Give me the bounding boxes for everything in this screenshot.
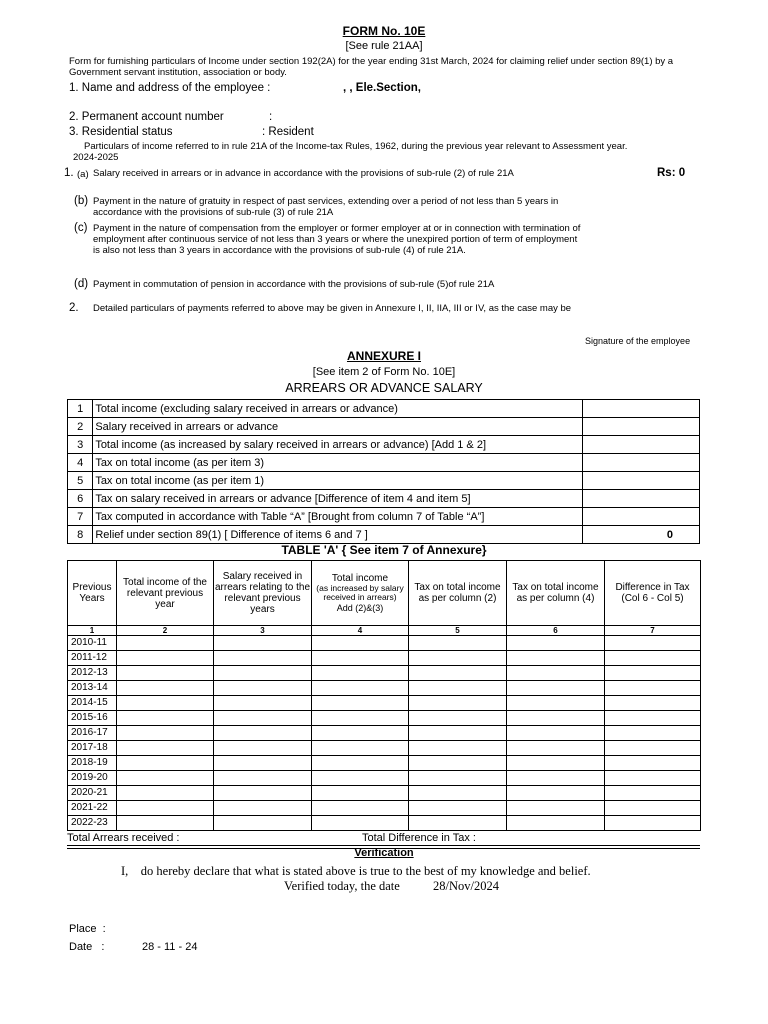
table-cell	[605, 771, 701, 786]
table-cell	[409, 726, 507, 741]
annexure-row-description: Salary received in arrears or advance	[93, 418, 583, 436]
table-cell	[117, 726, 214, 741]
table-cell	[409, 696, 507, 711]
annexure-row-number: 6	[68, 490, 93, 508]
year-cell: 2018-19	[68, 756, 117, 771]
verification-date-prefix: Verified today, the date	[284, 879, 400, 893]
table-cell	[409, 816, 507, 831]
table-cell	[507, 786, 605, 801]
column-number: 4	[312, 626, 409, 636]
employee-signature-label: Signature of the employee	[585, 336, 691, 346]
header-difference-in-tax: Difference in Tax (Col 6 - Col 5)	[605, 561, 701, 626]
column-number: 3	[214, 626, 312, 636]
verification-date: 28/Nov/2024	[433, 879, 499, 893]
year-cell: 2012-13	[68, 666, 117, 681]
table-cell	[117, 816, 214, 831]
table-cell	[409, 711, 507, 726]
annexure-row-value	[582, 508, 699, 526]
header-tax-col2: Tax on total income as per column (2)	[409, 561, 507, 626]
annexure-row-number: 4	[68, 454, 93, 472]
item-2-number: 2.	[69, 302, 79, 314]
table-cell	[409, 756, 507, 771]
column-number: 2	[117, 626, 214, 636]
table-cell	[312, 651, 409, 666]
header-total-income-previous-year: Total income of the relevant previous year	[117, 561, 214, 626]
table-cell	[605, 711, 701, 726]
table-cell	[312, 801, 409, 816]
header-total-income-add: Add (2)&(3)	[336, 602, 384, 613]
annexure-row-description: Tax on total income (as per item 3)	[93, 454, 583, 472]
table-a-title: TABLE 'A' { See item 7 of Annexure}	[281, 543, 487, 557]
item-2-text: Detailed particulars of payments referred to above may be given in Annexure I, II, IIA, III or IV, as the case may be	[93, 303, 572, 314]
annexure-heading: ARREARS OR ADVANCE SALARY	[285, 381, 483, 395]
table-row	[68, 711, 701, 726]
year-cell: 2022-23	[68, 816, 117, 831]
table-row	[68, 771, 701, 786]
table-cell	[409, 771, 507, 786]
annexure-row-number: 2	[68, 418, 93, 436]
annexure-row-value	[582, 418, 699, 436]
table-cell	[605, 696, 701, 711]
annexure-row	[68, 400, 700, 418]
employee-name-value: , , Ele.Section,	[343, 82, 421, 94]
annexure-row	[68, 418, 700, 436]
table-cell	[312, 726, 409, 741]
table-cell	[409, 651, 507, 666]
year-cell: 2021-22	[68, 801, 117, 816]
table-cell	[507, 771, 605, 786]
table-row	[68, 786, 701, 801]
annexure-title: ANNEXURE I	[346, 349, 421, 363]
year-cell: 2010-11	[68, 636, 117, 651]
column-number: 6	[507, 626, 605, 636]
column-number: 1	[68, 626, 117, 636]
total-difference-label: Total Difference in Tax :	[362, 832, 476, 844]
year-cell: 2013-14	[68, 681, 117, 696]
annexure-row	[68, 436, 700, 454]
annexure-row-number: 7	[68, 508, 93, 526]
table-cell	[117, 696, 214, 711]
table-cell	[507, 756, 605, 771]
annexure-row-value	[582, 436, 699, 454]
header-total-income-label: Total income	[331, 572, 389, 584]
table-cell	[409, 801, 507, 816]
table-cell	[605, 786, 701, 801]
arrears-amount: Rs: 0	[657, 167, 686, 179]
column-number: 7	[605, 626, 701, 636]
annexure-row-number: 8	[68, 526, 93, 544]
date-value: 28 - 11 - 24	[142, 941, 198, 953]
table-cell	[214, 786, 312, 801]
year-cell: 2011-12	[68, 651, 117, 666]
table-row	[68, 801, 701, 816]
table-row	[68, 816, 701, 831]
year-cell: 2015-16	[68, 711, 117, 726]
table-cell	[312, 711, 409, 726]
date-label: Date :	[69, 941, 105, 953]
table-row	[68, 726, 701, 741]
table-cell	[214, 696, 312, 711]
annexure-row	[68, 472, 700, 490]
table-cell	[214, 801, 312, 816]
table-cell	[312, 636, 409, 651]
annexure-row-description: Tax on total income (as per item 1)	[93, 472, 583, 490]
assessment-year: 2024-2025	[73, 152, 119, 163]
header-total-income-increased	[312, 561, 409, 626]
table-cell	[312, 741, 409, 756]
header-tax-col4: Tax on total income as per column (4)	[507, 561, 605, 626]
annexure-row-description: Total income (excluding salary received in arrears or advance)	[93, 400, 583, 418]
pan-label: 2. Permanent account number	[69, 111, 224, 123]
table-cell	[507, 816, 605, 831]
table-cell	[117, 681, 214, 696]
annexure-row-number: 3	[68, 436, 93, 454]
table-row	[68, 651, 701, 666]
divider-top	[67, 845, 700, 846]
annexure-row-description: Tax computed in accordance with Table “A” [Brought from column 7 of Table “A”]	[93, 508, 583, 526]
annexure-row-value	[582, 490, 699, 508]
table-cell	[214, 666, 312, 681]
employee-name-label: 1. Name and address of the employee :	[69, 82, 271, 94]
table-cell	[117, 711, 214, 726]
table-cell	[214, 726, 312, 741]
table-row	[68, 636, 701, 651]
table-cell	[117, 756, 214, 771]
table-cell	[214, 711, 312, 726]
year-cell: 2016-17	[68, 726, 117, 741]
item-b-text: Payment in the nature of gratuity in respect of past services, extending over a period of not less than 5 years in accordance with the provisions of sub-rule (3) of rule 21A	[93, 196, 559, 218]
item-c-text: Payment in the nature of compensation from the employer or former employer at or in connection with termination of employment after continuous service of not less than 3 years or where the unexpired portion of term of employment is also not less than 3 years in accordance with the provisions of sub-rule (4) of rule 21A.	[93, 223, 581, 256]
table-cell	[409, 786, 507, 801]
table-cell	[409, 741, 507, 756]
particulars-header: Particulars of income referred to in rule 21A of the Income-tax Rules, 1962, during the previous year relevant to Assessment year.	[84, 141, 628, 152]
table-cell	[605, 726, 701, 741]
form-intro-text: Form for furnishing particulars of Income under section 192(2A) for the year ending 31st March, 2024 for claiming relief under section 89(1) by a Government servant institution, association or body.	[69, 56, 674, 78]
table-cell	[507, 681, 605, 696]
table-cell	[312, 696, 409, 711]
header-previous-years: Previous Years	[68, 561, 117, 626]
table-cell	[605, 756, 701, 771]
table-cell	[507, 696, 605, 711]
table-cell	[312, 786, 409, 801]
table-cell	[507, 801, 605, 816]
table-cell	[605, 741, 701, 756]
table-cell	[507, 651, 605, 666]
table-cell	[117, 771, 214, 786]
annexure-row-description: Relief under section 89(1) [ Difference of items 6 and 7 ]	[93, 526, 583, 544]
table-cell	[507, 711, 605, 726]
table-row	[68, 696, 701, 711]
table-cell	[409, 636, 507, 651]
table-cell	[214, 681, 312, 696]
place-label: Place :	[69, 923, 106, 935]
annexure-row	[68, 490, 700, 508]
table-cell	[312, 816, 409, 831]
annexure-row	[68, 526, 700, 544]
table-cell	[507, 726, 605, 741]
table-a	[67, 560, 701, 831]
table-cell	[409, 666, 507, 681]
table-cell	[214, 816, 312, 831]
table-cell	[117, 786, 214, 801]
table-cell	[507, 636, 605, 651]
annexure-row-value	[582, 400, 699, 418]
table-cell	[312, 756, 409, 771]
item-a-text: Salary received in arrears or in advance in accordance with the provisions of sub-rule (2) of rule 21A	[93, 168, 514, 179]
residential-status-value: : Resident	[262, 126, 314, 138]
table-cell	[117, 636, 214, 651]
table-cell	[117, 801, 214, 816]
table-cell	[117, 651, 214, 666]
item-d-text: Payment in commutation of pension in accordance with the provisions of sub-rule (5)of rule 21A	[93, 279, 495, 290]
table-cell	[214, 771, 312, 786]
table-cell	[312, 681, 409, 696]
table-cell	[117, 666, 214, 681]
annexure-row-value	[582, 472, 699, 490]
table-cell	[117, 741, 214, 756]
item-a-label: (a)	[77, 169, 89, 180]
item-d-label: (d)	[74, 278, 89, 290]
table-cell	[214, 636, 312, 651]
item-1-number: 1.	[64, 167, 74, 179]
verification-title: Verification	[354, 847, 414, 859]
table-row	[68, 756, 701, 771]
verification-declaration: I, do hereby declare that what is stated above is true to the best of my knowledge and belief.	[121, 864, 591, 878]
annexure-subtitle: [See item 2 of Form No. 10E]	[312, 366, 456, 378]
table-cell	[214, 756, 312, 771]
form-rule-reference: [See rule 21AA]	[345, 40, 423, 52]
table-row	[68, 741, 701, 756]
table-cell	[605, 801, 701, 816]
annexure-row-number: 5	[68, 472, 93, 490]
table-cell	[507, 666, 605, 681]
table-cell	[507, 741, 605, 756]
table-cell	[312, 666, 409, 681]
column-number: 5	[409, 626, 507, 636]
item-b-label: (b)	[74, 195, 89, 207]
year-cell: 2017-18	[68, 741, 117, 756]
annexure-row-description: Total income (as increased by salary received in arrears or advance) [Add 1 & 2]	[93, 436, 583, 454]
pan-colon: :	[269, 111, 273, 123]
table-row	[68, 666, 701, 681]
table-cell	[605, 636, 701, 651]
header-salary-arrears: Salary received in arrears relating to the relevant previous years	[214, 561, 312, 626]
table-cell	[605, 681, 701, 696]
annexure-row-value	[582, 454, 699, 472]
year-cell: 2020-21	[68, 786, 117, 801]
year-cell: 2014-15	[68, 696, 117, 711]
residential-status-label: 3. Residential status	[69, 126, 173, 138]
annexure-row-description: Tax on salary received in arrears or advance [Difference of item 4 and item 5]	[93, 490, 583, 508]
table-cell	[312, 771, 409, 786]
annexure-row	[68, 508, 700, 526]
table-cell	[605, 651, 701, 666]
form-title: FORM No. 10E	[342, 24, 426, 38]
item-c-label: (c)	[74, 222, 88, 234]
table-cell	[605, 666, 701, 681]
annexure-row-value: 0	[582, 526, 699, 544]
table-cell	[214, 741, 312, 756]
table-cell	[214, 651, 312, 666]
annexure-table	[67, 399, 700, 544]
table-row	[68, 681, 701, 696]
header-total-income-sub: (as increased by salary received in arrears)	[316, 582, 404, 602]
year-cell: 2019-20	[68, 771, 117, 786]
total-arrears-label: Total Arrears received :	[67, 832, 180, 844]
annexure-row	[68, 454, 700, 472]
annexure-row-number: 1	[68, 400, 93, 418]
table-cell	[605, 816, 701, 831]
table-cell	[409, 681, 507, 696]
